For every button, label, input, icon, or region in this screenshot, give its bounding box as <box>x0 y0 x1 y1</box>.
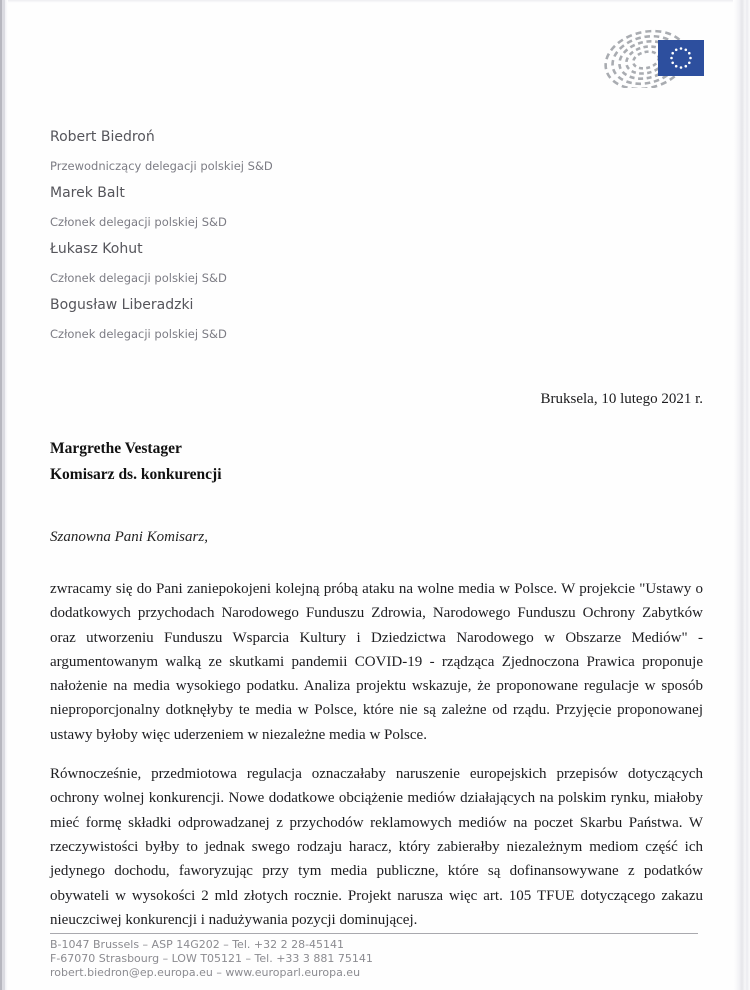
signatory-name: Łukasz Kohut <box>50 241 143 257</box>
signatory-role: Członek delegacji polskiej S&D <box>50 327 227 341</box>
page-edge-right <box>733 0 750 990</box>
recipient-title: Komisarz ds. konkurencji <box>50 466 222 483</box>
body-paragraph-1: zwracamy się do Pani zaniepokojeni kolejną próbą ataku na wolne media w Polsce. W projekcie "Ustawy o dodatkowych przychodach Narodowego Funduszu Zdrowia, Narodowego Funduszu Ochrony Zabytków oraz utworzeniu Funduszu Wsparcia Kultury i Dziedzictwa Narodowego w Obszarze Mediów" - argumentowanym walką ze skutkami pandemii COVID-19 - rządząca Zjednoczona Prawica proponuje nałożenie na media wysokiego podatku. Analiza projektu wskazuje, że proponowane regulacje w sposób nieproporcjonalny dotknęłyby te media w Polsce, które nie są zależne od rządu. Przyjęcie proponowanej ustawy byłoby więc uderzeniem w niezależne media w Polsce. <box>50 581 703 743</box>
page-edge-top <box>0 0 750 3</box>
salutation: Szanowna Pani Komisarz, <box>50 529 208 545</box>
signatory <box>50 296 470 341</box>
letter-body <box>50 577 703 947</box>
dateline: Bruksela, 10 lutego 2021 r. <box>540 391 703 407</box>
signatory-role: Członek delegacji polskiej S&D <box>50 215 227 229</box>
letterhead-footer <box>50 933 698 980</box>
signatory <box>50 128 470 173</box>
footer-contact: robert.biedron@ep.europa.eu – www.europarl.europa.eu <box>50 966 361 979</box>
signatory-name: Marek Balt <box>50 185 125 201</box>
european-parliament-logo-icon <box>600 22 706 88</box>
page-edge-left <box>0 0 8 990</box>
footer-address-brussels: B-1047 Brussels – ASP 14G202 – Tel. +32 2 28-45141 <box>50 938 345 951</box>
signatory-name: Bogusław Liberadzki <box>50 297 194 313</box>
recipient-block <box>50 436 222 488</box>
body-paragraph-2: Równocześnie, przedmiotowa regulacja oznaczałaby naruszenie europejskich przepisów dotyczących ochrony wolnej konkurencji. Nowe dodatkowe obciążenie mediów działających na polskim rynku, miałoby mieć formę składki odprowadzanej z przychodów reklamowych mediów na poczet Skarbu Państwa. W rzeczywistości byłby to jednak swego rodzaju haracz, który zabierałby niezależnym mediom część ich jedynego dochodu, faworyzując przy tym media publiczne, które są dofinansowywane z podatków obywateli w wysokości 2 mld złotych rocznie. Projekt narusza więc art. 105 TFUE dotyczącego zakazu nieuczciwej konkurencji i nadużywania pozycji dominującej. <box>50 766 703 928</box>
signatory <box>50 240 470 285</box>
signatory-role: Przewodniczący delegacji polskiej S&D <box>50 159 273 173</box>
signatory-name: Robert Biedroń <box>50 129 155 145</box>
footer-address-strasbourg: F-67070 Strasbourg – LOW T05121 – Tel. +33 3 881 75141 <box>50 952 373 965</box>
eu-flag <box>658 40 704 76</box>
signatories-block <box>50 128 470 352</box>
signatory-role: Członek delegacji polskiej S&D <box>50 271 227 285</box>
signatory <box>50 184 470 229</box>
recipient-name: Margrethe Vestager <box>50 440 182 457</box>
